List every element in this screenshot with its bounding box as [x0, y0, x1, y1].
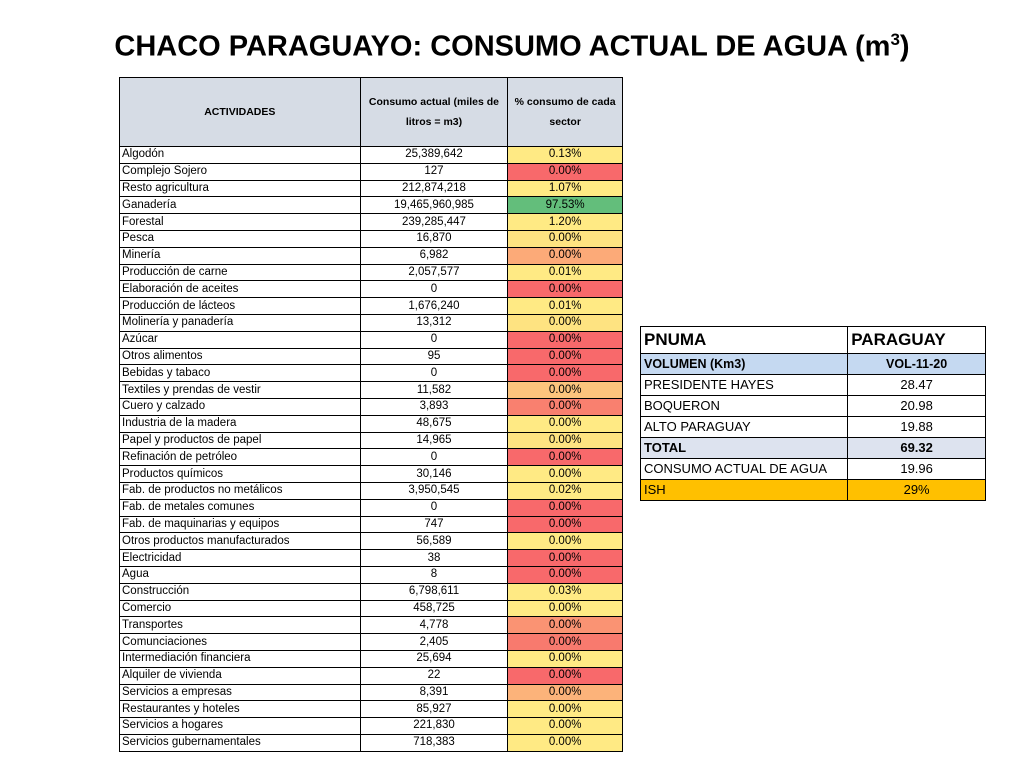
actividad-cell: Producción de carne	[120, 264, 361, 281]
consumo-cell: 0	[360, 449, 508, 466]
actividad-cell: Servicios gubernamentales	[120, 734, 361, 751]
porcentaje-cell: 0.02%	[508, 482, 623, 499]
consumo-cell: 56,589	[360, 533, 508, 550]
porcentaje-cell: 0.00%	[508, 516, 623, 533]
porcentaje-cell: 0.01%	[508, 264, 623, 281]
consumo-cell: 8,391	[360, 684, 508, 701]
porcentaje-cell: 0.13%	[508, 147, 623, 164]
consumo-cell: 3,893	[360, 398, 508, 415]
porcentaje-cell: 1.20%	[508, 214, 623, 231]
summary-row	[641, 396, 986, 417]
summary-row	[641, 375, 986, 396]
consumo-cell: 22	[360, 667, 508, 684]
table-row	[120, 566, 623, 583]
summary-label: ALTO PARAGUAY	[641, 417, 848, 438]
consumo-cell: 221,830	[360, 718, 508, 735]
actividad-cell: Agua	[120, 566, 361, 583]
table-row	[120, 298, 623, 315]
summary-table	[640, 326, 986, 501]
header-consumo: Consumo actual (miles de litros = m3)	[360, 78, 508, 147]
table-row	[120, 583, 623, 600]
actividad-cell: Intermediación financiera	[120, 650, 361, 667]
table-row	[120, 701, 623, 718]
consumo-cell: 30,146	[360, 466, 508, 483]
consumo-cell: 0	[360, 281, 508, 298]
porcentaje-cell: 0.00%	[508, 281, 623, 298]
porcentaje-cell: 0.00%	[508, 415, 623, 432]
summary-header-row	[641, 327, 986, 354]
table-row	[120, 667, 623, 684]
porcentaje-cell: 0.00%	[508, 718, 623, 735]
consumo-cell: 127	[360, 163, 508, 180]
actividad-cell: Molinería y panadería	[120, 314, 361, 331]
actividad-cell: Algodón	[120, 147, 361, 164]
consumo-cell: 85,927	[360, 701, 508, 718]
porcentaje-cell: 0.00%	[508, 314, 623, 331]
consumption-table	[119, 77, 623, 752]
consumo-cell: 8	[360, 566, 508, 583]
actividad-cell: Pesca	[120, 230, 361, 247]
consumo-cell: 747	[360, 516, 508, 533]
actividad-cell: Refinación de petróleo	[120, 449, 361, 466]
porcentaje-cell: 0.00%	[508, 348, 623, 365]
consumo-cell: 38	[360, 550, 508, 567]
table-row	[120, 516, 623, 533]
porcentaje-cell: 0.00%	[508, 365, 623, 382]
table-row	[120, 718, 623, 735]
actividad-cell: Forestal	[120, 214, 361, 231]
consumo-cell: 0	[360, 331, 508, 348]
consumo-cell: 19,465,960,985	[360, 197, 508, 214]
summary-value: 28.47	[848, 375, 986, 396]
consumo-cell: 3,950,545	[360, 482, 508, 499]
porcentaje-cell: 0.00%	[508, 247, 623, 264]
summary-ish-value: 29%	[848, 480, 986, 501]
consumo-cell: 1,676,240	[360, 298, 508, 315]
porcentaje-cell: 0.00%	[508, 734, 623, 751]
header-actividades: ACTIVIDADES	[120, 78, 361, 147]
porcentaje-cell: 0.00%	[508, 163, 623, 180]
consumo-cell: 458,725	[360, 600, 508, 617]
title-close: )	[899, 30, 910, 63]
actividad-cell: Electricidad	[120, 550, 361, 567]
porcentaje-cell: 0.00%	[508, 650, 623, 667]
table-row	[120, 382, 623, 399]
table-row	[120, 482, 623, 499]
table-row	[120, 600, 623, 617]
page-title	[0, 30, 1024, 64]
porcentaje-cell: 0.00%	[508, 331, 623, 348]
actividad-cell: Comunciaciones	[120, 634, 361, 651]
porcentaje-cell: 0.00%	[508, 230, 623, 247]
actividad-cell: Construcción	[120, 583, 361, 600]
actividad-cell: Bebidas y tabaco	[120, 365, 361, 382]
porcentaje-cell: 0.03%	[508, 583, 623, 600]
summary-ish-label: ISH	[641, 480, 848, 501]
summary-value: 20.98	[848, 396, 986, 417]
table-row	[120, 264, 623, 281]
actividad-cell: Papel y productos de papel	[120, 432, 361, 449]
summary-label: PRESIDENTE HAYES	[641, 375, 848, 396]
actividad-cell: Textiles y prendas de vestir	[120, 382, 361, 399]
actividad-cell: Transportes	[120, 617, 361, 634]
table-row	[120, 550, 623, 567]
actividad-cell: Azúcar	[120, 331, 361, 348]
actividad-cell: Industria de la madera	[120, 415, 361, 432]
table-row	[120, 348, 623, 365]
actividad-cell: Ganadería	[120, 197, 361, 214]
header-porcentaje: % consumo de cada sector	[508, 78, 623, 147]
consumo-cell: 6,798,611	[360, 583, 508, 600]
consumo-cell: 6,982	[360, 247, 508, 264]
table-row	[120, 533, 623, 550]
consumption-table-header	[120, 78, 623, 147]
summary-consumo-row	[641, 459, 986, 480]
consumo-cell: 25,389,642	[360, 147, 508, 164]
actividad-cell: Resto agricultura	[120, 180, 361, 197]
consumo-cell: 0	[360, 365, 508, 382]
actividad-cell: Alquiler de vivienda	[120, 667, 361, 684]
actividad-cell: Servicios a empresas	[120, 684, 361, 701]
table-row	[120, 466, 623, 483]
table-row	[120, 365, 623, 382]
table-row	[120, 499, 623, 516]
consumo-cell: 13,312	[360, 314, 508, 331]
porcentaje-cell: 97.53%	[508, 197, 623, 214]
porcentaje-cell: 0.00%	[508, 449, 623, 466]
consumo-cell: 718,383	[360, 734, 508, 751]
table-row	[120, 247, 623, 264]
porcentaje-cell: 0.00%	[508, 466, 623, 483]
porcentaje-cell: 0.00%	[508, 533, 623, 550]
summary-header-pnuma: PNUMA	[641, 327, 848, 354]
title-text: CHACO PARAGUAYO: CONSUMO ACTUAL DE AGUA (m	[114, 30, 891, 63]
title-superscript: 3	[890, 30, 900, 49]
consumo-cell: 2,405	[360, 634, 508, 651]
table-row	[120, 281, 623, 298]
actividad-cell: Otros alimentos	[120, 348, 361, 365]
table-row	[120, 163, 623, 180]
summary-header-paraguay: PARAGUAY	[848, 327, 986, 354]
summary-subheader-row	[641, 354, 986, 375]
table-row	[120, 734, 623, 751]
actividad-cell: Fab. de metales comunes	[120, 499, 361, 516]
porcentaje-cell: 0.00%	[508, 634, 623, 651]
consumo-cell: 95	[360, 348, 508, 365]
porcentaje-cell: 0.00%	[508, 398, 623, 415]
actividad-cell: Elaboración de aceites	[120, 281, 361, 298]
porcentaje-cell: 0.00%	[508, 566, 623, 583]
actividad-cell: Cuero y calzado	[120, 398, 361, 415]
consumo-cell: 16,870	[360, 230, 508, 247]
actividad-cell: Servicios a hogares	[120, 718, 361, 735]
actividad-cell: Restaurantes y hoteles	[120, 701, 361, 718]
consumo-cell: 239,285,447	[360, 214, 508, 231]
table-row	[120, 197, 623, 214]
actividad-cell: Minería	[120, 247, 361, 264]
actividad-cell: Complejo Sojero	[120, 163, 361, 180]
table-row	[120, 180, 623, 197]
table-row	[120, 684, 623, 701]
porcentaje-cell: 0.00%	[508, 432, 623, 449]
summary-total-label: TOTAL	[641, 438, 848, 459]
porcentaje-cell: 0.00%	[508, 600, 623, 617]
table-row	[120, 147, 623, 164]
porcentaje-cell: 0.00%	[508, 550, 623, 567]
table-row	[120, 314, 623, 331]
actividad-cell: Fab. de productos no metálicos	[120, 482, 361, 499]
table-row	[120, 214, 623, 231]
table-row	[120, 230, 623, 247]
consumo-cell: 212,874,218	[360, 180, 508, 197]
table-row	[120, 650, 623, 667]
porcentaje-cell: 0.01%	[508, 298, 623, 315]
summary-total-value: 69.32	[848, 438, 986, 459]
table-row	[120, 415, 623, 432]
consumo-cell: 25,694	[360, 650, 508, 667]
summary-row	[641, 417, 986, 438]
summary-label: BOQUERON	[641, 396, 848, 417]
actividad-cell: Productos químicos	[120, 466, 361, 483]
summary-ish-row	[641, 480, 986, 501]
porcentaje-cell: 0.00%	[508, 684, 623, 701]
table-row	[120, 449, 623, 466]
porcentaje-cell: 0.00%	[508, 701, 623, 718]
summary-value: 19.88	[848, 417, 986, 438]
summary-subheader-volumen: VOLUMEN (Km3)	[641, 354, 848, 375]
consumo-cell: 14,965	[360, 432, 508, 449]
actividad-cell: Comercio	[120, 600, 361, 617]
porcentaje-cell: 1.07%	[508, 180, 623, 197]
actividad-cell: Producción de lácteos	[120, 298, 361, 315]
porcentaje-cell: 0.00%	[508, 667, 623, 684]
table-row	[120, 634, 623, 651]
summary-subheader-vol: VOL-11-20	[848, 354, 986, 375]
consumo-cell: 4,778	[360, 617, 508, 634]
consumo-cell: 11,582	[360, 382, 508, 399]
porcentaje-cell: 0.00%	[508, 617, 623, 634]
actividad-cell: Fab. de maquinarias y equipos	[120, 516, 361, 533]
summary-total-row	[641, 438, 986, 459]
table-row	[120, 432, 623, 449]
consumo-cell: 2,057,577	[360, 264, 508, 281]
table-row	[120, 398, 623, 415]
table-row	[120, 331, 623, 348]
actividad-cell: Otros productos manufacturados	[120, 533, 361, 550]
summary-consumo-label: CONSUMO ACTUAL DE AGUA	[641, 459, 848, 480]
porcentaje-cell: 0.00%	[508, 382, 623, 399]
porcentaje-cell: 0.00%	[508, 499, 623, 516]
summary-consumo-value: 19.96	[848, 459, 986, 480]
consumo-cell: 48,675	[360, 415, 508, 432]
table-row	[120, 617, 623, 634]
consumo-cell: 0	[360, 499, 508, 516]
